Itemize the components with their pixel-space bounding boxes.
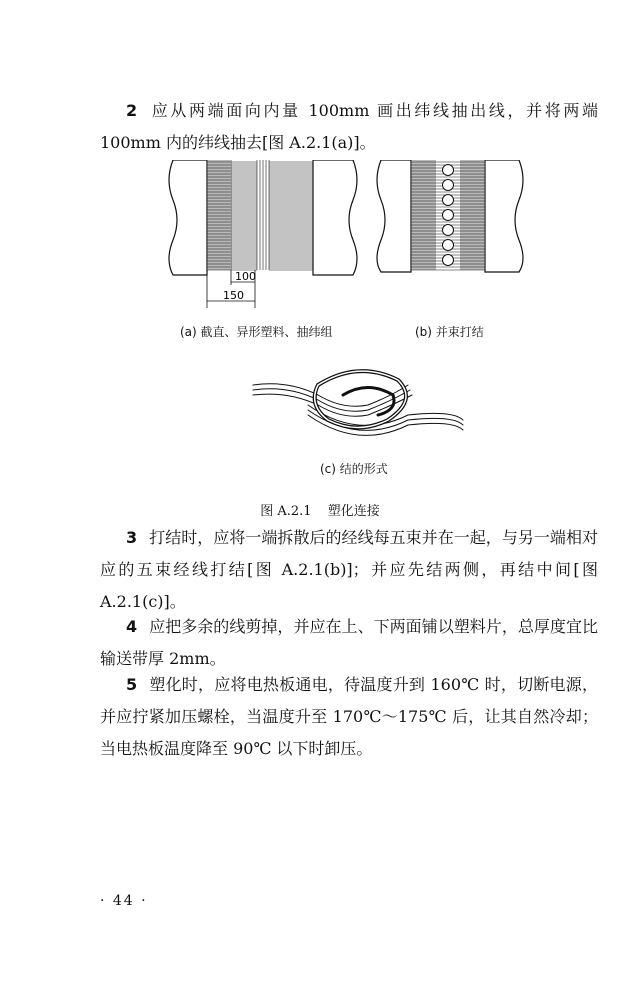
knot-circle — [443, 195, 454, 206]
caption-a: (a) 截直、异形塑料、抽纬组 — [180, 325, 333, 339]
belt-right-block-b — [485, 160, 523, 272]
paragraph-2 — [100, 95, 598, 159]
caption-c: (c) 结的形式 — [320, 462, 388, 476]
item-number: 5 — [126, 675, 138, 694]
caption-b: (b) 并束打结 — [415, 325, 484, 339]
dimension-100-label: 100 — [235, 270, 256, 283]
belt-left-block — [169, 160, 207, 275]
item-number: 2 — [126, 101, 138, 120]
warp-strands-a — [231, 160, 313, 270]
paragraph-5 — [100, 669, 598, 765]
paragraph-text: 应把多余的线剪掉，并应在上、下两面铺以塑料片，总厚度宜比输送带厚 2mm。 — [100, 617, 598, 668]
knot-circle — [443, 240, 454, 251]
item-number: 3 — [126, 528, 138, 547]
figure-title — [0, 500, 640, 519]
figure-c-knot-drawing — [248, 365, 468, 455]
belt-left-block-b — [377, 160, 411, 272]
paragraph-text: 打结时，应将一端拆散后的经线每五束并在一起，与另一端相对应的五束经线打结[图 A.2.1(b)]；并应先结两侧，再结中间[图 A.2.1(c)]。 — [100, 528, 598, 611]
knot-circle — [443, 255, 454, 266]
knot-circle — [443, 180, 454, 191]
mesh-grid-a — [207, 160, 231, 270]
paragraph-text: 塑化时，应将电热板通电，待温度升到 160℃ 时，切断电源，并应拧紧加压螺栓，当温度升至 170℃～175℃ 后，让其自然冷却；当电热板温度降至 90℃ 以下时卸压。 — [100, 675, 598, 758]
knot-circle — [443, 165, 454, 176]
knot-circle — [443, 210, 454, 221]
paragraph-4 — [100, 611, 598, 675]
item-number: 4 — [126, 617, 138, 636]
belt-right-block — [313, 160, 357, 275]
page-number: · 44 · — [100, 893, 148, 909]
knot-column — [443, 165, 454, 266]
paragraph-text: 应从两端面向内量 100mm 画出纬线抽出线，并将两端 100mm 内的纬线抽去[图 A.2.1(a)]。 — [100, 101, 598, 152]
figure-title-text: 塑化连接 — [327, 504, 380, 519]
figure-label: 图 A.2.1 — [260, 504, 312, 519]
figure-b-drawing — [373, 160, 533, 280]
paragraph-3 — [100, 522, 598, 618]
knot-circle — [443, 225, 454, 236]
figure-a-drawing — [165, 160, 365, 310]
dimension-150-label: 150 — [223, 289, 244, 302]
